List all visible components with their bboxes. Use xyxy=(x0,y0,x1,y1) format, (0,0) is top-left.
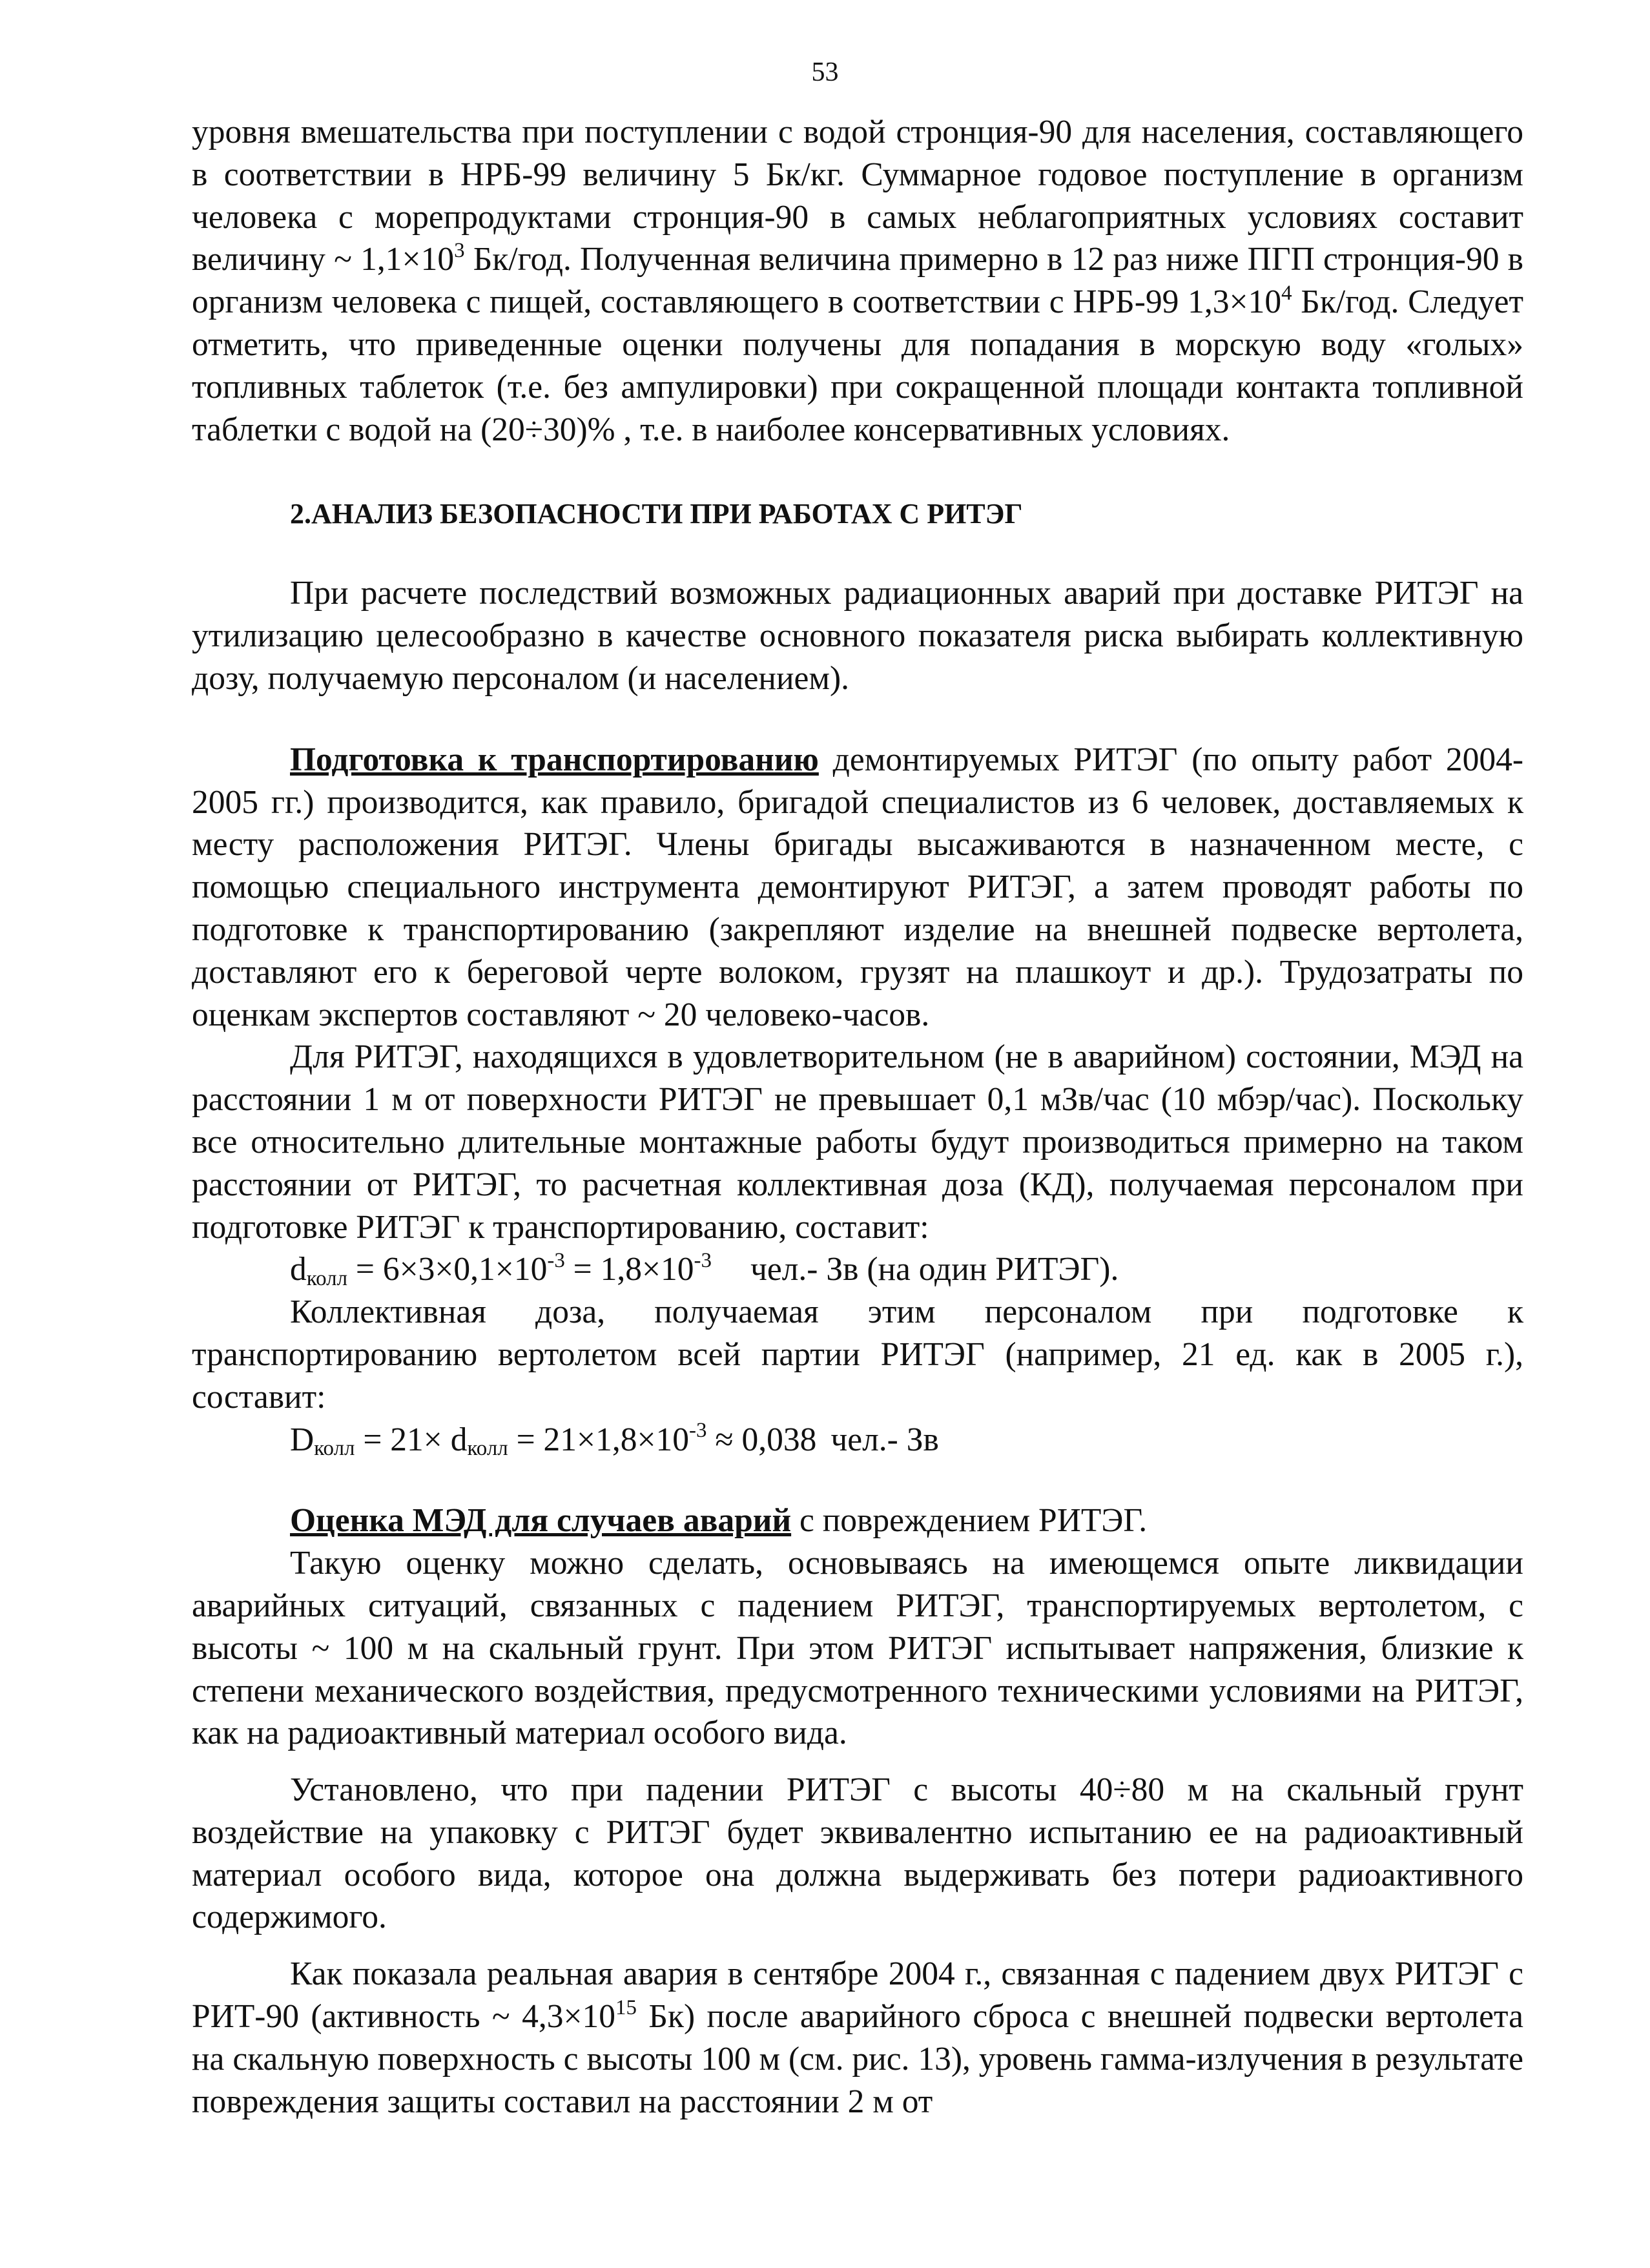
paragraph-dose-rate: Для РИТЭГ, находящихся в удовлетворительном (не в аварийном) состоянии, МЭД на расстоянии 1 м от поверхности РИТЭГ не превышает 0,1 мЗв/час (10 мбэр/час). Поскольку все относительно длительные монтажные работы будут производиться примерно на таком расстоянии от РИТЭГ, то расчетная коллективная доза (КД), получаемая персоналом при подготовке РИТЭГ к транспортированию, составит: xyxy=(192,1038,1523,1246)
formula-expression: = 1,8×10 xyxy=(564,1251,694,1288)
text-run: с повреждением РИТЭГ. xyxy=(791,1502,1148,1540)
formula-result: ≈ 0,038 xyxy=(706,1421,817,1458)
paragraph-risk-indicator: При расчете последствий возможных радиационных аварий при доставке РИТЭГ на утилизацию целесообразно в качестве основного показателя риска выбирать коллективную дозу, получаемую персоналом (и населением). xyxy=(192,575,1523,697)
formula-subscript: колл xyxy=(314,1436,355,1460)
paragraph-transport-preparation xyxy=(192,739,1523,1036)
formula-symbol: d xyxy=(290,1251,307,1288)
text-run: Бк) после аварийного сброса с внешней подвески вертолета на скальную поверхность с высоты 100 м (см. рис. 13), уровень гамма-излучения в результате повреждения защиты составил на расстоянии 2 м от xyxy=(192,1998,1523,2120)
paragraph-accident-estimate-title xyxy=(192,1500,1523,1542)
underlined-subheading: Подготовка к транспортированию xyxy=(290,741,819,778)
page-body xyxy=(192,111,1523,2123)
paragraph-collective-dose: Коллективная доза, получаемая этим персоналом при подготовке к транспортированию вертолетом всей партии РИТЭГ (например, 21 ед. как в 2005 г.), составит: xyxy=(192,1294,1523,1416)
text-run: демонтируемых РИТЭГ (по опыту работ 2004-2005 гг.) производится, как правило, бригадой специалистов из 6 человек, доставляемых к месту расположения РИТЭГ. Члены бригады высаживаются в назначенном месте, с помощью специального инструмента демонтируют РИТЭГ, а затем проводят работы по подготовке к транспортированию (закрепляют изделие на внешней подвеске вертолета, доставляют его к береговой черте волоком, грузят на плашкоут и др.). Трудозатраты по оценкам экспертов составляют ~ 20 человеко-часов. xyxy=(192,741,1523,1033)
paragraph-intro-continuation xyxy=(192,111,1523,451)
paragraph-accident-experience: Такую оценку можно сделать, основываясь на имеющемся опыте ликвидации аварийных ситуаций, связанных с падением РИТЭГ, транспортируемых вертолетом, с высоты ~ 100 м на скальный грунт. При этом РИТЭГ испытывает напряжения, близкие к степени механического воздействия, предусмотренного техническими условиями на РИТЭГ, как на радиоактивный материал особого вида. xyxy=(192,1545,1523,1752)
exponent: 15 xyxy=(615,1995,637,2019)
formula-tail: чел.- Зв xyxy=(830,1421,939,1458)
formula-expression: = 21×1,8×10 xyxy=(508,1421,689,1458)
exponent: -3 xyxy=(689,1419,707,1443)
page-number: 53 xyxy=(811,57,839,87)
paragraph-real-accident xyxy=(192,1953,1523,2123)
formula-expression: = 21× d xyxy=(355,1421,468,1458)
paragraph-drop-test: Установлено, что при падении РИТЭГ с высоты 40÷80 м на скальный грунт воздействие на упаковку с РИТЭГ будет эквивалентно испытанию ее на радиоактивный материал особого вида, которое она должна выдерживать без потери радиоактивного содержимого. xyxy=(192,1771,1523,1936)
text-run: уровня вмешательства при поступлении с водой стронция-90 для населения, составляющего в соответствии в НРБ-99 величину 5 Бк/кг. Суммарное годовое поступление в организм человека с морепродуктами стронция-90 в самых неблагоприятных условиях составит величину ~ 1,1×10 xyxy=(192,114,1523,278)
formula-collective-dose-total xyxy=(290,1419,1523,1461)
formula-subscript: колл xyxy=(467,1436,508,1460)
formula-collective-dose-single xyxy=(290,1248,1523,1291)
formula-tail: чел.- Зв (на один РИТЭГ). xyxy=(750,1251,1119,1288)
formula-subscript: колл xyxy=(306,1266,348,1290)
exponent: 3 xyxy=(454,238,465,262)
exponent: -3 xyxy=(694,1248,712,1272)
text-run: Как показала реальная авария в сентябре 2004 г., связанная с падением двух РИТЭГ с РИТ-90 (активность ~ 4,3×10 xyxy=(192,1955,1523,2036)
formula-symbol: D xyxy=(290,1421,315,1458)
text-run: Бк/год. Следует отметить, что приведенные оценки получены для попадания в морскую воду «голых» топливных таблеток (т.е. без ампулировки) при сокращенной площади контакта топливной таблетки с водой на (20÷30)% , т.е. в наиболее консервативных условиях. xyxy=(192,284,1523,448)
exponent: -3 xyxy=(547,1248,565,1272)
underlined-subheading: Оценка МЭД для случаев аварий xyxy=(290,1502,792,1540)
text-run: Бк/год. Полученная величина примерно в 12 раз ниже ПГП стронция-90 в организм человека с пищей, составляющего в соответствии с НРБ-99 1,3×10 xyxy=(192,241,1524,321)
section-heading: 2.АНАЛИЗ БЕЗОПАСНОСТИ ПРИ РАБОТАХ С РИТЭГ xyxy=(290,498,1023,530)
formula-expression: = 6×3×0,1×10 xyxy=(347,1251,548,1288)
exponent: 4 xyxy=(1281,281,1292,305)
